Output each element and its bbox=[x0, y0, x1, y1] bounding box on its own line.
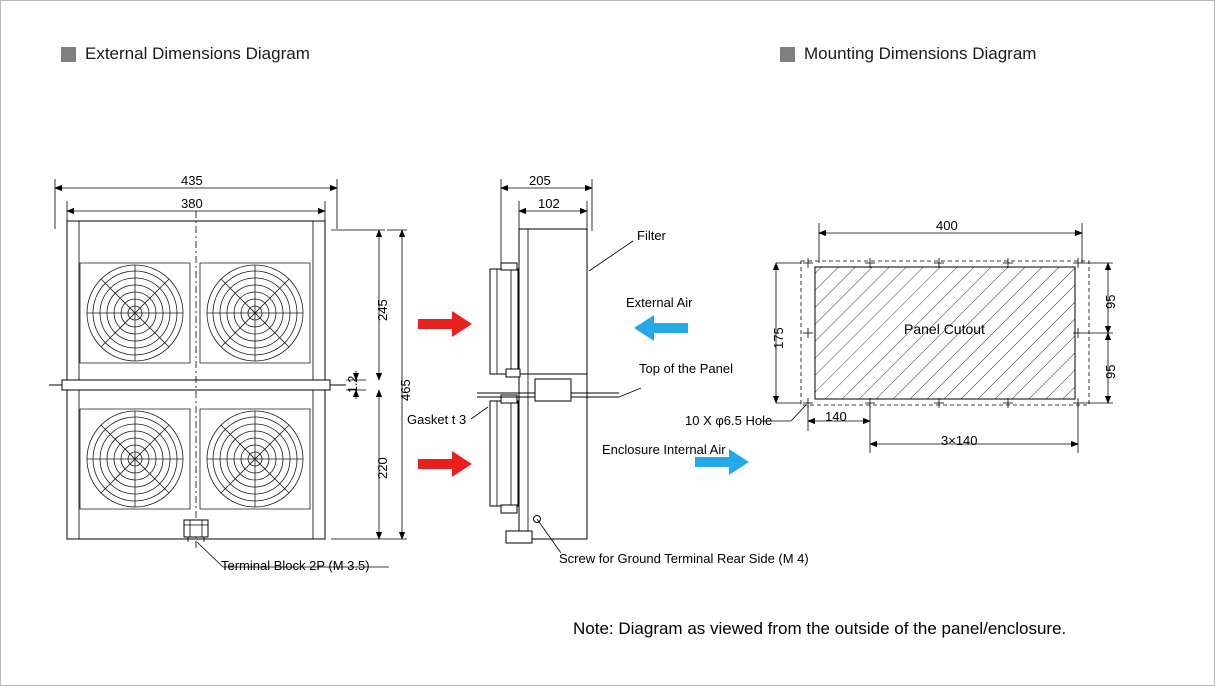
dimension-hole-offset-bottom: 95 bbox=[1103, 364, 1118, 379]
section-title-external: External Dimensions Diagram bbox=[85, 44, 310, 63]
dimension-first-hole-spacing: 140 bbox=[825, 409, 847, 424]
dimension-cutout-width: 400 bbox=[936, 218, 958, 233]
label-panel-cutout: Panel Cutout bbox=[904, 321, 985, 337]
label-ground-screw: Screw for Ground Terminal Rear Side (M 4) bbox=[559, 551, 809, 566]
dimension-depth: 205 bbox=[529, 173, 551, 188]
red-airflow-arrow-upper bbox=[418, 311, 472, 337]
dimension-hole-pitch: 3×140 bbox=[941, 433, 978, 448]
dimension-hole-offset-top: 95 bbox=[1103, 294, 1118, 309]
dimension-lower-height: 220 bbox=[375, 457, 390, 479]
label-enclosure-internal-air: Enclosure Internal Air bbox=[602, 442, 726, 457]
dimension-overall-width: 435 bbox=[181, 173, 203, 188]
label-filter: Filter bbox=[637, 228, 666, 243]
label-external-air: External Air bbox=[626, 295, 693, 310]
section-title-mounting: Mounting Dimensions Diagram bbox=[804, 44, 1037, 63]
label-gasket: Gasket t 3 bbox=[407, 412, 467, 427]
diagram-note: Note: Diagram as viewed from the outside of the panel/enclosure. bbox=[573, 619, 1067, 638]
dimension-cutout-height: 175 bbox=[771, 327, 786, 349]
dimension-mount-width: 380 bbox=[181, 196, 203, 211]
label-holes: 10 X φ6.5 Hole bbox=[685, 413, 773, 428]
dimension-upper-height: 245 bbox=[375, 299, 390, 321]
dimension-body-depth: 102 bbox=[538, 196, 560, 211]
label-top-of-panel: Top of the Panel bbox=[639, 361, 733, 376]
technical-drawing bbox=[1, 1, 1215, 686]
dimension-overall-height: 465 bbox=[398, 379, 413, 401]
red-airflow-arrow-lower bbox=[418, 451, 472, 477]
label-terminal-block: Terminal Block 2P (M 3.5) bbox=[221, 558, 370, 573]
blue-airflow-arrow-external bbox=[634, 315, 688, 341]
dimension-panel-thickness: 1.2 bbox=[346, 375, 360, 393]
